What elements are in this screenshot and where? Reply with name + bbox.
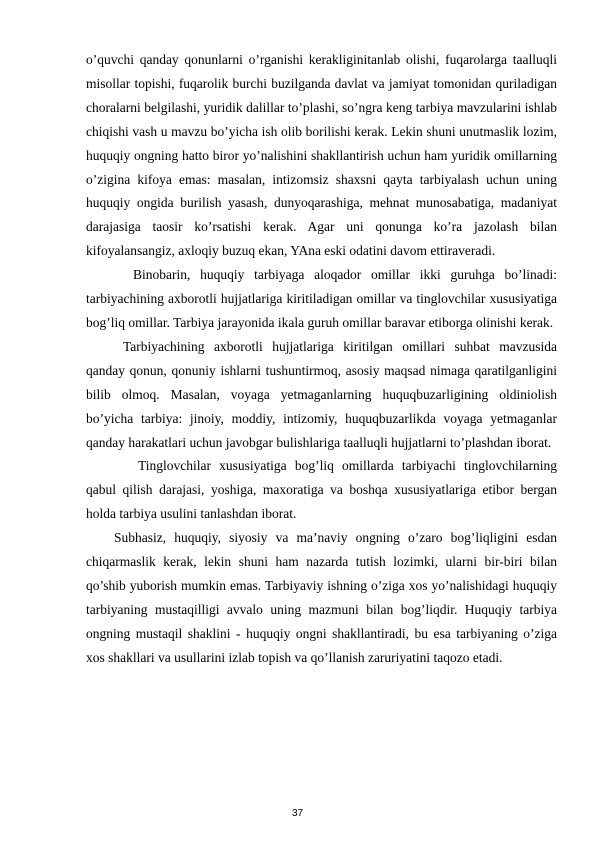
page-body [86, 48, 557, 670]
paragraph-5: Subhasiz, huquqiy, siyosiy va ma’naviy ongning o’zaro bog’liqligini esdan chiqarmaslik kerak, lekin shuni ham nazarda tutish lozimki, ularni bir-biri bilan qo’shib yuborish mumkin emas. Tarbiyaviy ishning o’ziga xos yo’nalishidagi huquqiy tarbiyaning mustaqilligi avvalo uning mazmuni bilan bog’liqdir. Huquqiy tarbiya ongning mustaqil shaklini - huquqiy ongni shakllantiradi, bu esa tarbiyaning o’ziga xos shakllari va usullarini izlab topish va qo’llanish zaruriyatini taqozo etadi. [86, 530, 557, 665]
page-number: 37 [291, 808, 304, 819]
paragraph-3: Tarbiyachining axborotli hujjatlariga kiritilgan omillari suhbat mavzusida qanday qonun, qonuniy ishlarni tushuntirmoq, asosiy maqsad nimaga qaratilganligini bilib olmoq. Masalan, voyaga yetmaganlarning huquqbuzarligining oldiniolish bo’yicha tarbiya: jinoiy, moddiy, intizomiy, huquqbuzarlikda voyaga yetmaganlar qanday harakatlari uchun javobgar bulishlariga taalluqli hujjatlarni to’plashdan iborat. [86, 338, 557, 450]
paragraph-1: o’quvchi qanday qonunlarni o’rganishi kerakliginitanlab olishi, fuqarolarga taalluqli misollar topishi, fuqarolik burchi buzilganda davlat va jamiyat tomonidan quriladigan choralarni belgilashi, yuridik dalillar to’plashi, so’ngra keng tarbiya mavzularini ishlab chiqishi vash u mavzu bo’yicha ish olib borilishi kerak. Lekin shuni unutmaslik lozim, huquqiy ongning hatto biror yo’nalishini shakllantirish uchun ham yuridik omillarning o’zigina kifoya emas: masalan, intizomsiz shaxsni qayta tarbiyalash uchun uning huquqiy ongida burilish yasash, dunyoqarashiga, mehnat munosabatiga, madaniyat darajasiga taosir ko’rsatishi kerak. Agar uni qonunga ko’ra jazolash bilan kifoyalansangiz, axloqiy buzuq ekan, YAna eski odatini davom ettiraveradi. [86, 52, 557, 259]
paragraph-4: Tinglovchilar xususiyatiga bog’liq omillarda tarbiyachi tinglovchilarning qabul qilish darajasi, yoshiga, maxoratiga va boshqa xususiyatlariga etibor bergan holda tarbiya usulini tanlashdan iborat. [86, 458, 557, 522]
paragraph-2: Binobarin, huquqiy tarbiyaga aloqador omillar ikki guruhga bo’linadi: tarbiyachining axborotli hujjatlariga kiritiladigan omillar va tinglovchilar xususiyatiga bog’liq omillar. Tarbiya jarayonida ikala guruh omillar baravar etiborga olinishi kerak. [86, 267, 557, 330]
